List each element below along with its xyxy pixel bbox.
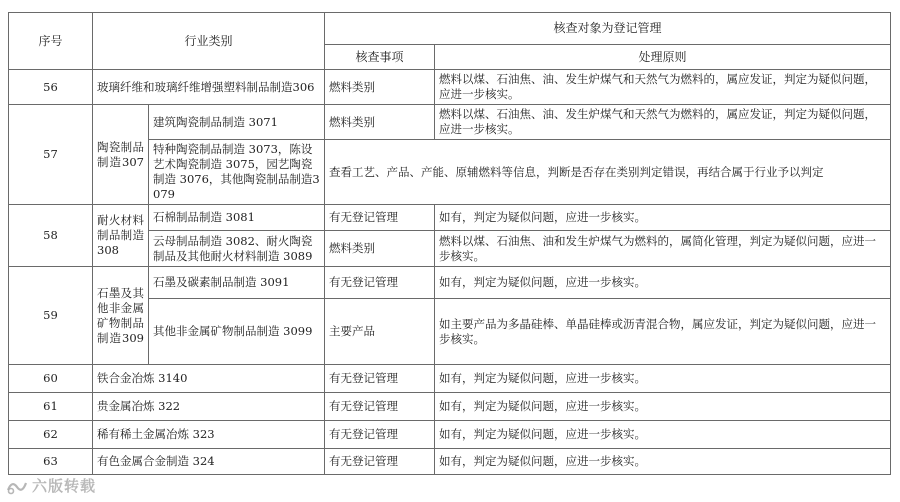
check-item-cell: 燃料类别 [325, 105, 435, 140]
row-index: 59 [9, 267, 93, 365]
check-item-cell: 燃料类别 [325, 70, 435, 105]
header-industry: 行业类别 [93, 13, 325, 70]
principle-cell: 查看工艺、产品、产能、原辅燃料等信息，判断是否存在类别判定错误，再结合属于行业予以判定 [325, 140, 891, 205]
registration-check-table [8, 12, 891, 475]
table-row [9, 421, 891, 449]
sub-industry-cell: 石棉制品制造 3081 [149, 205, 325, 231]
industry-group-cell: 陶瓷制品制造307 [93, 105, 149, 205]
header-group: 核查对象为登记管理 [325, 13, 891, 45]
header-index: 序号 [9, 13, 93, 70]
table-row [9, 267, 891, 299]
sub-industry-cell: 石墨及碳素制品制造 3091 [149, 267, 325, 299]
industry-cell: 稀有稀土金属冶炼 323 [93, 421, 325, 449]
table-row [9, 365, 891, 393]
table-row [9, 449, 891, 475]
principle-cell: 如有，判定为疑似问题，应进一步核实。 [435, 205, 891, 231]
industry-cell: 有色金属合金制造 324 [93, 449, 325, 475]
sub-industry-cell: 其他非金属矿物制品制造 3099 [149, 299, 325, 365]
watermark-text: 六版转载 [32, 477, 97, 495]
row-index: 60 [9, 365, 93, 393]
row-index: 61 [9, 393, 93, 421]
industry-cell: 铁合金冶炼 3140 [93, 365, 325, 393]
row-index: 62 [9, 421, 93, 449]
principle-cell: 如有，判定为疑似问题，应进一步核实。 [435, 421, 891, 449]
principle-cell: 如有，判定为疑似问题，应进一步核实。 [435, 365, 891, 393]
principle-cell: 如主要产品为多晶硅棒、单晶硅棒或沥青混合物，属应发证，判定为疑似问题，应进一步核实。 [435, 299, 891, 365]
sub-industry-cell: 建筑陶瓷制品制造 3071 [149, 105, 325, 140]
table-row [9, 70, 891, 105]
row-index: 56 [9, 70, 93, 105]
row-index: 57 [9, 105, 93, 205]
principle-cell: 燃料以煤、石油焦、油、发生炉煤气和天然气为燃料的，属应发证，判定为疑似问题，应进一步核实。 [435, 70, 891, 105]
industry-group-cell: 耐火材料制品制造308 [93, 205, 149, 267]
table-row [9, 393, 891, 421]
watermark [6, 475, 136, 499]
row-index: 58 [9, 205, 93, 267]
principle-cell: 燃料以煤、石油焦、油和发生炉煤气为燃料的，属简化管理，判定为疑似问题，应进一步核实。 [435, 231, 891, 267]
industry-cell: 贵金属冶炼 322 [93, 393, 325, 421]
watermark-logo-icon [6, 478, 28, 496]
check-item-cell: 燃料类别 [325, 231, 435, 267]
header-principle: 处理原则 [435, 45, 891, 70]
check-item-cell: 有无登记管理 [325, 421, 435, 449]
table-row [9, 105, 891, 140]
principle-cell: 如有，判定为疑似问题，应进一步核实。 [435, 449, 891, 475]
check-item-cell: 有无登记管理 [325, 267, 435, 299]
check-item-cell: 有无登记管理 [325, 365, 435, 393]
header-row [9, 13, 891, 45]
principle-cell: 燃料以煤、石油焦、油、发生炉煤气和天然气为燃料的，属应发证，判定为疑似问题，应进一步核实。 [435, 105, 891, 140]
table-row [9, 205, 891, 231]
industry-group-cell: 石墨及其他非金属矿物制品制造309 [93, 267, 149, 365]
check-item-cell: 有无登记管理 [325, 393, 435, 421]
check-item-cell: 有无登记管理 [325, 205, 435, 231]
industry-cell: 玻璃纤维和玻璃纤维增强塑料制品制造306 [93, 70, 325, 105]
sub-industry-cell: 特种陶瓷制品制造 3073，陈设艺术陶瓷制造 3075，园艺陶瓷制造 3076，其他陶瓷制品制造3079 [149, 140, 325, 205]
row-index: 63 [9, 449, 93, 475]
check-item-cell: 有无登记管理 [325, 449, 435, 475]
check-item-cell: 主要产品 [325, 299, 435, 365]
principle-cell: 如有，判定为疑似问题，应进一步核实。 [435, 267, 891, 299]
principle-cell: 如有，判定为疑似问题，应进一步核实。 [435, 393, 891, 421]
header-item: 核查事项 [325, 45, 435, 70]
sub-industry-cell: 云母制品制造 3082、耐火陶瓷制品及其他耐火材料制造 3089 [149, 231, 325, 267]
